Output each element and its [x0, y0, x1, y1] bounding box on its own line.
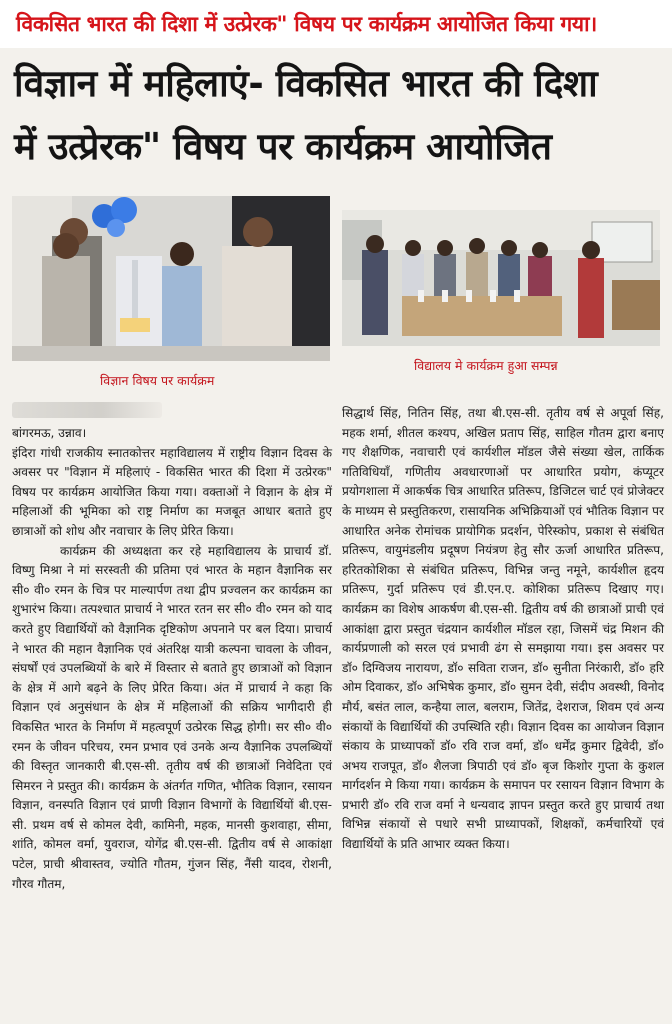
article-paragraph-1: इंदिरा गांधी राजकीय स्नातकोत्तर महाविद्यालय में राष्ट्रीय विज्ञान दिवस के अवसर पर "विज्ञान में महिलाएं - विकसित भारत की दिशा में उत्प्रेरक" विषय पर कार्यक्रम आयोजित किया गया। वक्ताओं ने विज्ञान के क्षेत्र में महिलाओं की भूमिका को राष्ट्र निर्माण का मजबूत आधार बताते हुए छात्राओं को शोध और नवाचार के लिए प्रेरित किया। — [12, 445, 332, 538]
banner-headline: विकसित भारत की दिशा में उत्प्रेरक" विषय पर कार्यक्रम आयोजित किया गया। — [16, 12, 597, 36]
top-banner — [0, 0, 672, 48]
article-paragraph-3: सिद्धार्थ सिंह, नितिन सिंह, तथा बी.एस-सी. तृतीय वर्ष से अपूर्वा सिंह, महक शर्मा, शीतल कश्यप, अखिल प्रताप सिंह, साहिल गौतम द्वारा बनाए गए शैक्षणिक, नवाचारी एवं कार्यशील मॉडल जैसे संख्या खेल, तार्किक गतिविधियाँ, गणितीय अवधारणाओं पर आधारित प्रयोग, कंप्यूटर प्रयोगशाला में आकर्षक चित्र आधारित प्रतिरूप, डिजिटल चार्ट एवं प्रोजेक्टर के माध्यम से प्रस्तुतिकरण, रासायनिक अभिक्रियाओं एवं भौतिक विज्ञान पर आधारित अनेक रोमांचक प्रायोगिक प्रदर्शन, पेरिस्कोप, प्रकाश से संबंधित प्रतिरूप, वायुमंडलीय प्रदूषण नियंत्रण हेतु सौर ऊर्जा आधारित प्रतिरूप, हरितकोशिका से संबंधित प्रतिरूप, विभिन्न जन्तु नमूने, कार्यशील हृदय प्रतिरूप, गुर्दा प्रतिरूप एवं डी.एन.ए. कोशिका प्रतिरूप दिखाए गए। कार्यक्रम का विशेष आकर्षण बी.एस-सी. द्वितीय वर्ष की छात्राओं प्राची एवं आकांक्षा द्वारा प्रस्तुत चंद्रयान कार्यशील मॉडल रहा, जिसमें चंद्र मिशन की कार्यप्रणाली को सरल एवं प्रभावी ढंग से समझाया गया। इस अवसर पर डॉ० दिग्विजय नारायण, डॉ० सविता राजन, डॉ० सुनीता निरंकारी, डॉ० हरि ओम दिवाकर, डॉ० अभिषेक कुमार, डॉ० सुमन देवी, संदीप अवस्थी, विनोद मौर्य, बसंत लाल, कन्हैया लाल, बलराम, जितेंद्र, देशराज, शिवम एवं अन्य संकायों के विद्यार्थियों की उपस्थिति रही। विज्ञान दिवस का आयोजन विज्ञान संकाय के प्राध्यापकों डॉ० रवि राज वर्मा, डॉ० धर्मेंद्र कुमार द्विवेदी, डॉ० अभय राजपूत, डॉ० शैलजा त्रिपाठी एवं डॉ० बृज किशोर गुप्ता के कुशल मार्गदर्शन मे किया गया। कार्यक्रम के समापन पर रसायन विज्ञान विभाग के प्रभारी डॉ० रवि राज वर्मा ने धन्यवाद ज्ञापन प्रस्तुत करते हुए प्राचार्य तथा विभिन्न संकायों से पधारे सभी प्राध्यापकों, शिक्षकों, कर्मचारियों एवं विद्यार्थियों के प्रति आभार व्यक्त किया। — [342, 406, 664, 852]
article-column-right — [342, 404, 664, 855]
headline-line-2: में उत्प्रेरक" विषय पर कार्यक्रम आयोजित — [14, 125, 552, 168]
photo-science-program-illustration — [12, 196, 330, 361]
article-column-left — [12, 424, 332, 894]
photo-classroom-illustration — [342, 210, 660, 346]
blurred-byline — [12, 402, 162, 418]
article-dateline: बांगरमऊ, उन्नाव। — [12, 426, 87, 440]
right-photo-caption: विद्यालय मे कार्यक्रम हुआ सम्पन्न — [414, 358, 558, 373]
headline-line-1: विज्ञान में महिलाएं- विकसित भारत की दिशा — [14, 62, 598, 105]
photo-classroom-event — [342, 210, 660, 346]
left-photo-caption: विज्ञान विषय पर कार्यक्रम — [100, 373, 215, 388]
article-headline — [14, 52, 662, 178]
photo-science-program — [12, 196, 330, 361]
article-paragraph-2: कार्यक्रम की अध्यक्षता कर रहे महाविद्यालय के प्राचार्य डॉ. विष्णु मिश्रा ने मां सरस्वती की प्रतिमा एवं भारत के महान वैज्ञानिक सर सी० वी० रमन के चित्र पर माल्यार्पण तथा द्वीप प्रज्वलन कर कार्यक्रम का शुभारंभ किया। तत्पश्चात प्राचार्य ने भारत रतन सर सी० वी० रमन को याद करते हुए विद्यार्थियों को वैज्ञानिक दृष्टिकोण अपनाने पर बल दिया। प्राचार्य ने भारत की महान वैज्ञानिक एवं अंतरिक्ष यात्री कल्पना चावला के जीवन, संघर्षों एवं उपलब्धियों के बारे में विस्तार से बताते हुए छात्राओं को विज्ञान के क्षेत्र में आगे बढ़ने के लिए प्रेरित किया। अंत में प्राचार्य ने कहा कि विज्ञान एवं अनुसंधान के क्षेत्र में महिलाओं की सक्रिय भागीदारी ही विकसित भारत के निर्माण में महत्वपूर्ण उत्प्रेरक सिद्ध होगी। सर सी० वी० रमन के जीवन परिचय, रमन प्रभाव एवं उनके अन्य वैज्ञानिक उपलब्धियों की विस्तृत जानकारी बी.एस-सी. तृतीय वर्ष की छात्राओं निवेदिता एवं सिमरन ने प्रस्तुत की। कार्यक्रम के अंतर्गत गणित, भौतिक विज्ञान, रसायन विज्ञान, वनस्पति विज्ञान एवं प्राणी विज्ञान विभागों के विद्यार्थियों बी.एस-सी. प्रथम वर्ष से कोमल देवी, कामिनी, महक, मानसी कुशवाहा, सीमा, शांति, कोमल वर्मा, युवराज, योगेंद्र बी.एस-सी. द्वितीय वर्ष से आकांक्षा पटेल, प्राची श्रीवास्तव, ज्योति गौतम, गुंजन सिंह, नैंसी यादव, रोशनी, गौरव गौतम, — [12, 543, 332, 891]
